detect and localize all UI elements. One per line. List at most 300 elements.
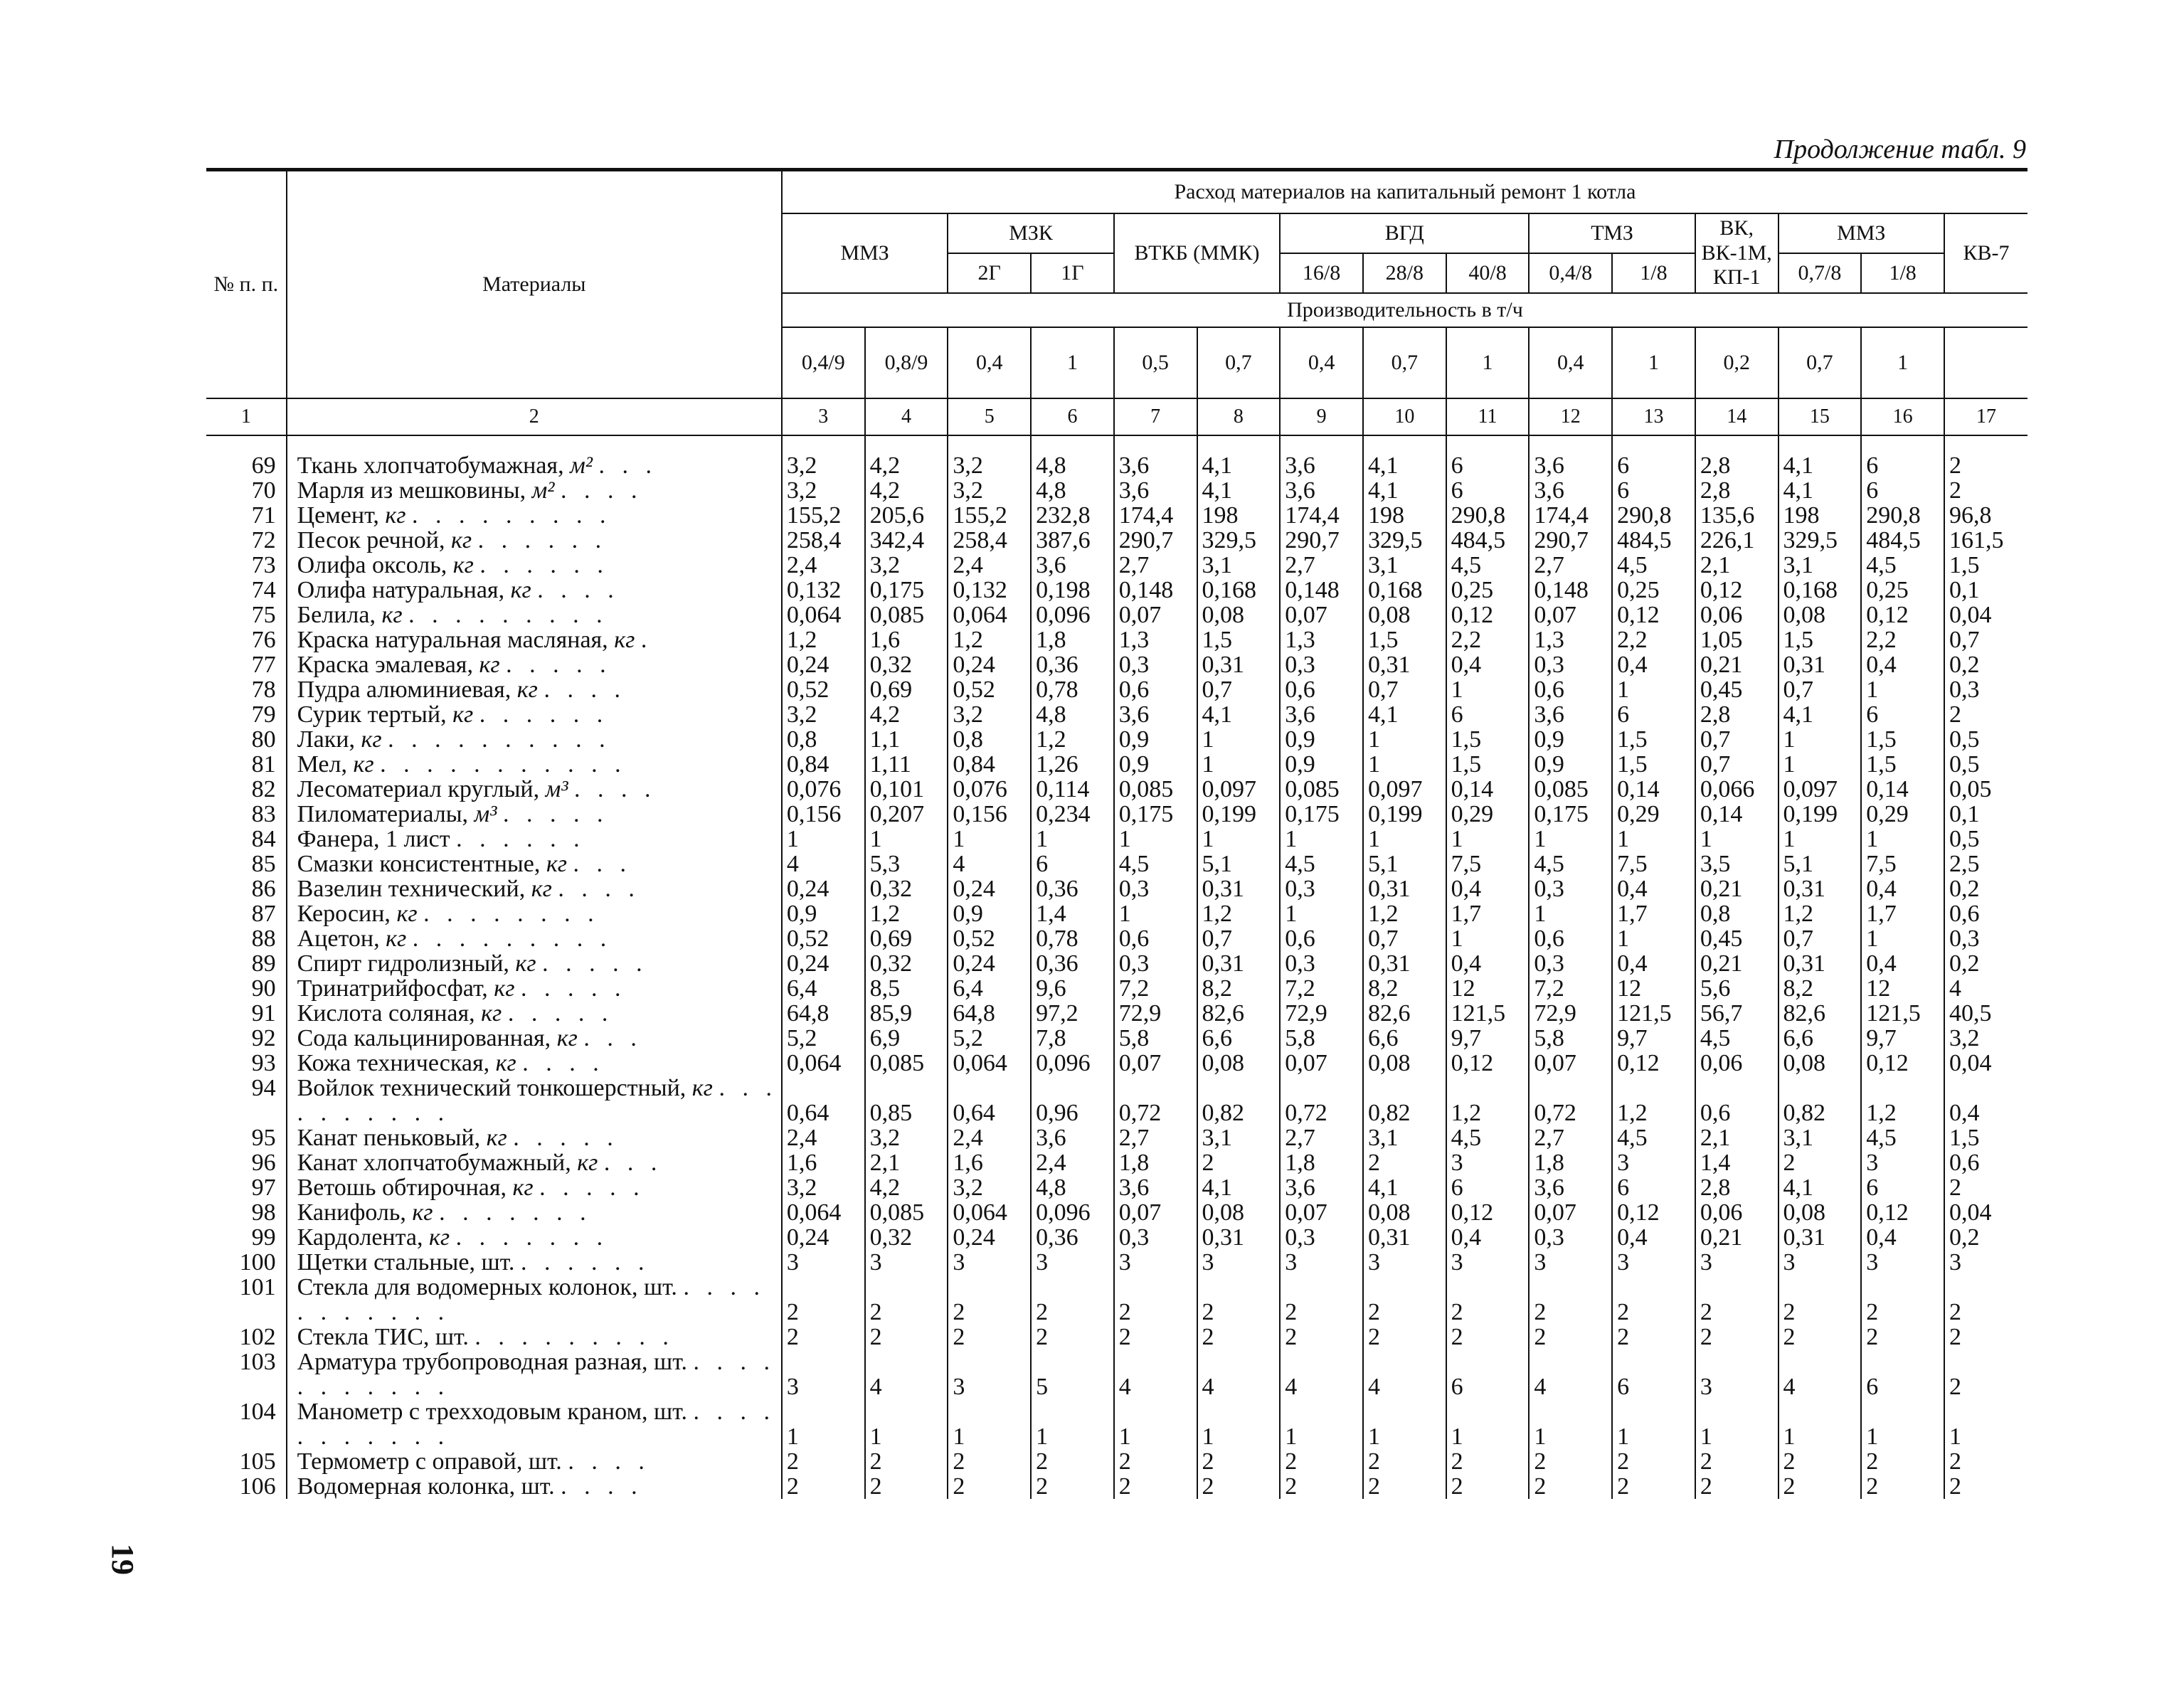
value-cell: 1,2 [865,901,948,926]
value-cell: 1,2 [782,627,865,652]
leader-dots: . . . . [544,677,626,702]
value-cell: 1 [1861,677,1944,702]
value-cell: 0,32 [865,876,948,901]
value-cell: 1 [1031,827,1114,852]
value-cell: 1,8 [1529,1150,1612,1175]
table-row [206,827,2027,852]
value-cell: 4,1 [1363,435,1446,478]
value-cell: 2,7 [1529,1125,1612,1150]
value-cell: 0,156 [782,802,865,827]
value-cell: 82,6 [1779,1001,1862,1026]
value-cell: 0,24 [948,1225,1031,1250]
value-cell: 0,08 [1197,1051,1281,1076]
value-cell: 2 [1529,1449,1612,1474]
row-number: 105 [239,1449,276,1474]
value-cell: 0,175 [1529,802,1612,827]
header-consumption: Расход материалов на капитальный ремонт 1 котла [782,170,2027,214]
value-cell: 0,3 [1529,951,1612,976]
value-cell: 329,5 [1779,528,1862,553]
value-cell: 0,12 [1612,1200,1695,1225]
value-cell: 0,12 [1446,603,1530,627]
value-cell: 0,31 [1779,652,1862,677]
leader-dots: . . . [583,1026,642,1051]
value-cell: 3,6 [1529,702,1612,727]
leader-dots: . . . . [574,777,657,802]
material-label: Песок речной, [297,528,445,553]
table-row [206,1150,2027,1175]
value-cell: 0,31 [1363,652,1446,677]
row-number: 79 [251,702,276,727]
value-cell: 0,096 [1031,1200,1114,1225]
value-cell: 0,5 [1944,727,2027,752]
material-name [287,528,782,553]
table-row [206,627,2027,652]
material-unit: кг [481,1001,502,1026]
value-cell: 0,64 [782,1076,865,1125]
value-cell: 1,2 [1446,1076,1530,1125]
value-cell: 2,7 [1280,1125,1363,1150]
value-cell: 232,8 [1031,503,1114,528]
column-number: 2 [287,398,782,435]
value-cell: 174,4 [1280,503,1363,528]
value-cell: 0,82 [1779,1076,1862,1125]
header-mmz: ММЗ [782,213,948,293]
value-cell: 0,2 [1944,652,2027,677]
material-label: Кожа техническая, [297,1051,490,1076]
value-cell: 2 [865,1275,948,1325]
material-name [287,1250,782,1275]
value-cell: 0,076 [782,777,865,802]
value-cell: 2 [1944,1474,2027,1499]
value-cell: 3,6 [1529,435,1612,478]
value-cell: 3,1 [1197,553,1281,578]
value-cell: 0,096 [1031,1051,1114,1076]
leader-dots: . . . . [568,1449,650,1474]
material-name [287,876,782,901]
value-cell: 4,1 [1197,1175,1281,1200]
value-cell: 0,12 [1861,1051,1944,1076]
value-cell: 0,72 [1280,1076,1363,1125]
value-cell: 174,4 [1114,503,1197,528]
header-tmz-04: 0,4/8 [1529,253,1612,293]
value-cell: 6,6 [1779,1026,1862,1051]
value-cell: 2 [865,1449,948,1474]
value-cell: 0,6 [1280,926,1363,951]
row-number: 97 [251,1175,276,1200]
value-cell: 0,085 [1114,777,1197,802]
value-cell: 4,5 [1612,553,1695,578]
value-cell: 0,4 [1612,876,1695,901]
value-cell: 0,25 [1446,578,1530,603]
value-cell: 2 [1114,1325,1197,1349]
material-label: Пиломатериалы, [297,802,469,827]
value-cell: 1,2 [1779,901,1862,926]
value-cell: 3,2 [1944,1026,2027,1051]
value-cell: 258,4 [948,528,1031,553]
value-cell: 5,2 [782,1026,865,1051]
value-cell: 4,5 [1446,1125,1530,1150]
material-unit: м³ [545,777,568,802]
value-cell: 198 [1779,503,1862,528]
value-cell: 0,199 [1779,802,1862,827]
value-cell: 1,6 [948,1150,1031,1175]
value-cell: 0,52 [782,926,865,951]
value-cell: 1 [1695,1399,1779,1449]
value-cell: 0,85 [865,1076,948,1125]
value-cell: 0,5 [1944,752,2027,777]
value-cell: 0,4 [1861,652,1944,677]
material-name [287,503,782,528]
value-cell: 1,7 [1612,901,1695,926]
column-number: 16 [1861,398,1944,435]
value-cell: 6,4 [948,976,1031,1001]
value-cell: 3,2 [782,435,865,478]
value-cell: 3,6 [1280,702,1363,727]
value-cell: 0,085 [1529,777,1612,802]
table-row [206,1026,2027,1051]
value-cell: 0,4 [1944,1076,2027,1125]
value-cell: 1 [1612,827,1695,852]
value-cell: 2 [1695,1325,1779,1349]
value-cell: 2 [1944,1449,2027,1474]
table-row [206,1349,2027,1399]
value-cell: 0,101 [865,777,948,802]
material-name [287,1026,782,1051]
value-cell: 2 [1861,1325,1944,1349]
value-cell: 1,1 [865,727,948,752]
value-cell: 2 [865,1474,948,1499]
material-unit: кг [531,876,552,901]
value-cell: 6 [1612,1175,1695,1200]
column-number: 5 [948,398,1031,435]
value-cell: 2 [1529,1325,1612,1349]
value-cell: 7,2 [1529,976,1612,1001]
material-name [287,578,782,603]
value-cell: 3 [1031,1250,1114,1275]
material-name [287,951,782,976]
column-number: 8 [1197,398,1281,435]
value-cell: 2 [1280,1275,1363,1325]
row-number: 83 [251,802,276,827]
value-cell: 0,24 [782,876,865,901]
value-cell: 0,199 [1363,802,1446,827]
material-label: Канат пеньковый, [297,1125,481,1150]
value-cell: 0,12 [1695,578,1779,603]
material-unit: кг [452,553,474,578]
value-cell: 7,5 [1446,852,1530,876]
value-cell: 6,9 [865,1026,948,1051]
value-cell: 0,08 [1363,1051,1446,1076]
value-cell: 0,168 [1779,578,1862,603]
value-cell: 226,1 [1695,528,1779,553]
value-cell: 0,14 [1612,777,1695,802]
value-cell: 0,52 [782,677,865,702]
value-cell: 5,8 [1529,1026,1612,1051]
value-cell: 1 [1197,1399,1281,1449]
material-name [287,627,782,652]
material-label: Кардолента, [297,1225,423,1250]
row-number: 78 [251,677,276,702]
row-number: 101 [239,1275,276,1300]
value-cell: 2 [1695,1474,1779,1499]
value-cell: 0,07 [1529,1051,1612,1076]
value-cell: 1,7 [1446,901,1530,926]
row-number: 73 [251,553,276,578]
row-number: 85 [251,852,276,876]
value-cell: 2 [1446,1325,1530,1349]
value-cell: 4,1 [1779,435,1862,478]
value-cell: 0,07 [1529,1200,1612,1225]
value-cell: 4,5 [1280,852,1363,876]
value-cell: 0,7 [1197,677,1281,702]
header-no: № п. п. [206,170,287,399]
value-cell: 0,08 [1197,1200,1281,1225]
value-cell: 2 [948,1449,1031,1474]
value-cell: 2 [1031,1449,1114,1474]
value-cell: 7,2 [1280,976,1363,1001]
leader-dots: . . . . . . . . . . [297,1076,778,1125]
value-cell: 3,2 [782,1175,865,1200]
value-cell: 2,4 [1031,1150,1114,1175]
value-cell: 0,08 [1779,1051,1862,1076]
material-label: Сурик тертый, [297,702,447,727]
value-cell: 12 [1446,976,1530,1001]
table-row [206,677,2027,702]
table-row [206,752,2027,777]
value-cell: 6,6 [1197,1026,1281,1051]
value-cell: 1,5 [1446,727,1530,752]
leader-dots: . . . [603,1150,663,1175]
value-cell: 0,9 [1529,752,1612,777]
value-cell: 0,82 [1363,1076,1446,1125]
material-label: Краска натуральная масляная, [297,627,608,652]
column-number: 11 [1446,398,1530,435]
material-name [287,976,782,1001]
value-cell: 1 [1612,926,1695,951]
header-materials: Материалы [287,170,782,399]
material-name [287,802,782,827]
value-cell: 0,6 [1529,926,1612,951]
value-cell: 0,234 [1031,802,1114,827]
material-unit: кг [412,1200,433,1225]
table-row [206,777,2027,802]
leader-dots: . . . . . . . . . [475,1325,674,1349]
value-cell: 2,8 [1695,1175,1779,1200]
table-row [206,1051,2027,1076]
value-cell: 2 [1446,1449,1530,1474]
value-cell: 85,9 [865,1001,948,1026]
value-cell: 0,08 [1363,1200,1446,1225]
value-cell: 0,14 [1695,802,1779,827]
value-cell: 2 [1695,1275,1779,1325]
value-cell: 0,06 [1695,1051,1779,1076]
value-cell: 6 [1612,478,1695,503]
value-cell: 3,2 [948,702,1031,727]
value-cell: 2 [1363,1275,1446,1325]
value-cell: 0,066 [1695,777,1779,802]
value-cell: 1 [1446,926,1530,951]
material-unit: кг [556,1026,578,1051]
header-vgd: ВГД [1280,213,1529,253]
value-cell: 6 [1612,435,1695,478]
value-cell: 3,1 [1779,1125,1862,1150]
leader-dots: . . . . [522,1051,605,1076]
value-cell: 3 [1695,1349,1779,1399]
material-unit: кг [450,528,472,553]
productivity-cell: 0,4/9 [782,327,865,398]
value-cell: 0,9 [782,901,865,926]
value-cell: 0,24 [782,1225,865,1250]
leader-dots: . . . . . . . . . [412,926,613,951]
leader-dots: . . . . [561,478,643,503]
value-cell: 9,7 [1612,1026,1695,1051]
value-cell: 0,08 [1363,603,1446,627]
row-number: 74 [251,578,276,603]
value-cell: 4,8 [1031,478,1114,503]
value-cell: 0,24 [782,652,865,677]
row-number: 88 [251,926,276,951]
material-name [287,752,782,777]
value-cell: 0,3 [1114,1225,1197,1250]
value-cell: 3,6 [1529,1175,1612,1200]
value-cell: 4 [1114,1349,1197,1399]
value-cell: 0,175 [1280,802,1363,827]
value-cell: 2 [1612,1275,1695,1325]
value-cell: 2 [1114,1275,1197,1325]
value-cell: 3,6 [1280,478,1363,503]
value-cell: 0,064 [782,1051,865,1076]
row-number: 86 [251,876,276,901]
value-cell: 2 [1861,1474,1944,1499]
value-cell: 0,2 [1944,951,2027,976]
material-unit: кг [614,627,635,652]
value-cell: 6 [1861,478,1944,503]
value-cell: 0,12 [1446,1051,1530,1076]
value-cell: 1 [1280,901,1363,926]
value-cell: 4,5 [1529,852,1612,876]
value-cell: 0,29 [1446,802,1530,827]
productivity-cell: 0,4 [1280,327,1363,398]
material-label: Вазелин технический, [297,876,526,901]
column-number: 17 [1944,398,2027,435]
value-cell: 290,7 [1114,528,1197,553]
value-cell: 9,7 [1446,1026,1530,1051]
value-cell: 2 [948,1275,1031,1325]
value-cell: 0,06 [1695,1200,1779,1225]
value-cell: 3 [948,1250,1031,1275]
value-cell: 0,08 [1779,1200,1862,1225]
value-cell: 155,2 [782,503,865,528]
material-name [287,1200,782,1225]
material-name [287,1150,782,1175]
row-number: 77 [251,652,276,677]
value-cell: 1 [1280,1399,1363,1449]
value-cell: 3 [1197,1250,1281,1275]
material-unit: кг [361,727,382,752]
value-cell: 0,07 [1529,603,1612,627]
table-row [206,1175,2027,1200]
value-cell: 1,5 [1779,627,1862,652]
leader-dots: . . . . . . . . . . . [297,1399,775,1449]
value-cell: 0,2 [1944,876,2027,901]
value-cell: 2,2 [1446,627,1530,652]
value-cell: 2,1 [1695,553,1779,578]
value-cell: 1,2 [1612,1076,1695,1125]
value-cell: 4,2 [865,1175,948,1200]
value-cell: 205,6 [865,503,948,528]
value-cell: 2,7 [1280,553,1363,578]
column-number: 4 [865,398,948,435]
value-cell: 290,7 [1529,528,1612,553]
value-cell: 2 [1197,1325,1281,1349]
header-mmz2-1: 1/8 [1861,253,1944,293]
value-cell: 0,3 [1529,876,1612,901]
value-cell: 0,04 [1944,1200,2027,1225]
table-row [206,901,2027,926]
value-cell: 2,2 [1612,627,1695,652]
value-cell: 2 [1944,435,2027,478]
row-number: 70 [251,478,276,503]
value-cell: 0,148 [1529,578,1612,603]
value-cell: 3,2 [948,478,1031,503]
value-cell: 2,8 [1695,435,1779,478]
material-label: Щетки стальные, шт. [297,1250,515,1275]
value-cell: 1 [1779,752,1862,777]
row-number: 75 [251,603,276,627]
value-cell: 0,8 [782,727,865,752]
leader-dots: . . . . . [502,802,609,827]
value-cell: 3 [1779,1250,1862,1275]
material-unit: кг [385,503,406,528]
value-cell: 3,2 [865,553,948,578]
value-cell: 2 [1197,1449,1281,1474]
value-cell: 2 [1944,478,2027,503]
material-label: Фанера, 1 лист [297,827,450,852]
column-number: 7 [1114,398,1197,435]
value-cell: 1 [1363,827,1446,852]
value-cell: 3,6 [1114,702,1197,727]
value-cell: 1 [1446,677,1530,702]
value-cell: 1 [1779,727,1862,752]
value-cell: 1,5 [1944,553,2027,578]
value-cell: 2,4 [782,553,865,578]
row-number: 94 [251,1076,276,1101]
value-cell: 1 [1446,827,1530,852]
value-cell: 7,2 [1114,976,1197,1001]
value-cell: 0,7 [1363,677,1446,702]
value-cell: 6 [1446,435,1530,478]
value-cell: 0,156 [948,802,1031,827]
value-cell: 3,6 [1031,1125,1114,1150]
value-cell: 1 [1114,827,1197,852]
row-number: 100 [239,1250,276,1275]
value-cell: 484,5 [1612,528,1695,553]
value-cell: 1 [948,827,1031,852]
value-cell: 6 [1861,1175,1944,1200]
value-cell: 387,6 [1031,528,1114,553]
value-cell: 484,5 [1861,528,1944,553]
value-cell: 0,4 [1446,876,1530,901]
value-cell: 2 [1363,1150,1446,1175]
table-row [206,727,2027,752]
value-cell: 0,32 [865,1225,948,1250]
value-cell: 3 [1612,1250,1695,1275]
material-label: Мел, [297,752,347,777]
value-cell: 0,064 [782,1200,865,1225]
value-cell: 96,8 [1944,503,2027,528]
value-cell: 2 [1944,702,2027,727]
value-cell: 0,3 [1114,951,1197,976]
